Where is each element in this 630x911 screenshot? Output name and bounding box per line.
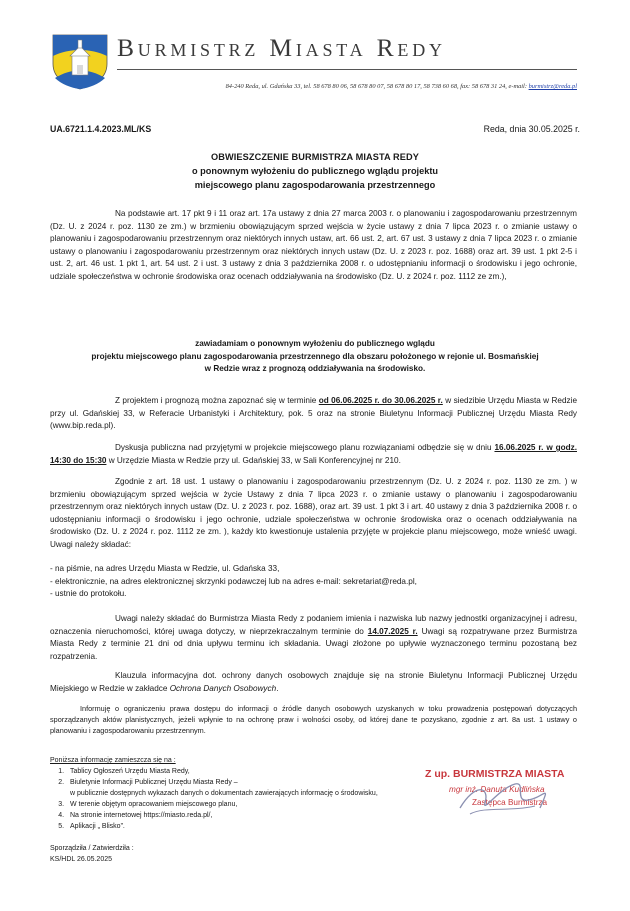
header-divider xyxy=(117,69,577,70)
title-line-2: o ponownym wyłożeniu do publicznego wglądu projektu xyxy=(191,166,439,176)
document-date: Reda, dnia 30.05.2025 r. xyxy=(483,124,580,134)
discussion-when: 16.06.2025 r. w godz. 14:30 do 15:30 xyxy=(50,443,577,465)
clause-italic: Ochrona Danych Osobowych xyxy=(169,683,277,693)
intro-paragraph xyxy=(50,208,577,283)
method-item: - ustnie do protokołu. xyxy=(50,589,127,598)
posting-list xyxy=(50,755,430,832)
exhibition-pre: Z projektem i prognozą można zapoznać się w terminie xyxy=(115,396,319,405)
posting-list-items xyxy=(50,766,430,832)
posting-item: 4. Na stronie internetowej https://miasto.reda.pl/, xyxy=(66,810,430,821)
handwritten-signature xyxy=(440,778,560,823)
title-line-1: OBWIESZCZENIE BURMISTRZA MIASTA REDY xyxy=(211,152,419,162)
clause-paragraph xyxy=(50,670,577,695)
deadline-text xyxy=(50,613,577,663)
posting-item: 5. Aplikacji „ Blisko”. xyxy=(66,821,430,832)
method-item: - na piśmie, na adres Urzędu Miasta w Redzie, ul. Gdańska 33, xyxy=(50,564,280,573)
posting-item-text: Biuletynie Informacji Publicznej Urzędu Miasta Redy – xyxy=(70,779,238,786)
stamp-line-3: Zastępca Burmistrza xyxy=(472,798,548,807)
exhibition-paragraph xyxy=(50,395,577,433)
stamp-line-1: Z up. BURMISTRZA MIASTA xyxy=(425,768,565,780)
declaration-line-3: w Redzie wraz z prognozą oddziaływania na środowisko. xyxy=(204,364,426,373)
discussion-pre: Dyskusja publiczna nad przyjętymi w projekcie miejscowego planu rozwiązaniami odbędzie się w dniu xyxy=(115,443,495,452)
deadline-post: Uwagi są rozpatrywane przez Burmistrza Miasta Redy z terminie 21 dni od dnia upływu terminu ich składania. Uwagi złożone po upływie wyznaczonego terminu pozostaną bez rozpatrzenia. xyxy=(50,626,577,661)
posting-item: 3. W terenie objętym opracowaniem miejscowego planu, xyxy=(66,799,430,810)
method-item: - elektronicznie, na adres elektronicznej skrzynki podawczej lub na adres e-mail: sekretariat@reda.pl, xyxy=(50,576,417,586)
intro-text: Na podstawie art. 17 pkt 9 i 11 oraz art. 17a ustawy z dnia 27 marca 2003 r. o planowaniu i zagospodarowaniu przestrzennym (Dz. U. z 2024 r. poz. 1130 ze zm.) w brzmieniu obowiązującym sprzed wejścia w życie ustawy z dnia 7 lipca 2023 r. o zmianie ustawy o planowaniu i zagospodarowaniu przestrzennym oraz niektórych innych ustaw, art. 66 ust. 2, art. 67 ust. 3 ustawy z dnia 7 lipca 2023 r. o zmianie ustawy o planowaniu i zagospodarowaniu przestrzennym oraz niektórych innych ustaw (Dz. U. z 2023 r. poz. 1688) oraz art. 39 ust. 1 pkt 2-5 i ust. 2, art. 46 ust. 1 pkt 1, art. 54 ust. 2 i ust. 3 ustawy z dnia 3 października 2008 r. o udostępnianiu informacji o środowisku i jego ochronie, udziale społeczeństwa w ochronie środowiska oraz ocenach oddziaływania na środowisko (Dz. U. z 2024 r. poz. 1112 ze zm.), xyxy=(50,209,577,281)
discussion-paragraph xyxy=(50,442,577,467)
header-email-link[interactable]: burmistrz@reda.pl xyxy=(528,83,577,90)
header-address xyxy=(117,83,577,90)
posting-item-sub: w publicznie dostępnych wykazach danych o dokumentach zawierających informację o środowisku, xyxy=(70,790,378,797)
header-title xyxy=(117,33,446,63)
info-paragraph xyxy=(50,703,577,736)
title-line-3: miejscowego planu zagospodarowania przestrzennego xyxy=(194,180,436,190)
exhibition-text xyxy=(50,395,577,433)
declaration xyxy=(70,338,560,376)
deadline-paragraph xyxy=(50,613,577,663)
case-signature: UA.6721.1.4.2023.ML/KS xyxy=(50,124,152,134)
submission-methods xyxy=(50,563,577,601)
document-title xyxy=(60,150,570,192)
exhibition-post: w siedzibie Urzędu Miasta w Redzie przy ul. Gdańskiej 33, w Referacie Urbanistyki i Architektury, pok. 5 oraz na stronie Biuletynu Informacji Publicznej Urzędu Miasta Redy (www.bip.reda.pl). xyxy=(50,396,577,430)
remarks-text: Zgodnie z art. 18 ust. 1 ustawy o planowaniu i zagospodarowaniu przestrzennym (Dz. U. z 2024 r. poz. 1130 ze zm. ) w brzmieniu obowiązującym sprzed wejścia w życie Ustawy z dnia 7 lipca 2023 r. o zmianie ustawy o planowaniu i zagospodarowaniu przestrzennym oraz niektórych innych ustaw (Dz. U. z 2023 r. poz. 1688), oraz art. 39 ust. 1 pkt 3 i art. 40 ustawy z dnia 3 października 2008 r. o udostępnianiu informacji o środowisku i jego ochronie, udziale społeczeństwa w ochronie środowiska oraz o ocenach oddziaływania na środowisko (Dz. U. z 2024 r. poz. 1112 ze zm. ), każdy kto kwestionuje ustalenia przyjęte w projekcie planu miejscowego, może wnieść uwagi. Uwagi należy składać: xyxy=(50,477,577,549)
exhibition-dates: od 06.06.2025 r. do 30.06.2025 r. xyxy=(318,396,443,405)
prepared-by xyxy=(50,843,134,865)
posting-list-header: Poniższa informację zamieszcza się na : xyxy=(50,757,176,764)
clause-post: . xyxy=(276,683,279,693)
prepared-value: KS/HDL 26.05.2025 xyxy=(50,856,113,863)
town-crest-logo xyxy=(51,34,109,90)
remarks-paragraph xyxy=(50,476,577,551)
header-address-text: 84-240 Reda, ul. Gdańska 33, tel. 58 678 80 06, 58 678 80 07, 58 678 80 17, 58 738 60 68, fax: 58 678 31 24, e-mail: xyxy=(225,83,529,90)
stamp-line-2: mgr inż. Danuta Kudlińska xyxy=(449,785,545,794)
discussion-text xyxy=(50,442,577,467)
discussion-post: w Urzędzie Miasta w Redzie przy ul. Gdańskiej 33, w Sali Konferencyjnej nr 210. xyxy=(106,455,401,465)
header-title-text: Burmistrz Miasta Redy xyxy=(117,33,446,62)
declaration-line-2: projektu miejscowego planu zagospodarowania przestrzennego dla obszaru położonego w rejonie ul. Bosmańskiej xyxy=(91,351,539,361)
clause-pre: Klauzula informacyjna dot. ochrony danych osobowych znajduje się na stronie Biuletynu Informacji Publicznej Urzędu Miejskiego w Redzie w zakładce xyxy=(50,671,577,693)
prepared-label: Sporządziła / Zatwierdziła : xyxy=(50,845,134,852)
posting-item xyxy=(66,777,430,799)
deadline-pre: Uwagi należy składać do Burmistrza Miasta Redy z podaniem imienia i nazwiska lub nazwy jednostki organizacyjnej i adresu, oznaczenia nieruchomości, której uwaga dotyczy, w nieprzekraczalnym terminie do xyxy=(50,614,577,636)
info-text: Informuję o ograniczeniu prawa dostępu do informacji o źródle danych osobowych uzyskanych w toku prowadzenia postępowań dotyczących sporządzanych aktów planistycznych, jeżeli wpłynie to na ochronę praw i wolności osoby, od której dane te pozyskano, zgodnie z art. 8a ust. 1 ustawy o planowaniu i zagospodarowaniu przestrzennym. xyxy=(50,704,577,735)
posting-item: 1. Tablicy Ogłoszeń Urzędu Miasta Redy, xyxy=(66,766,430,777)
declaration-line-1: zawiadamiam o ponownym wyłożeniu do publicznego wglądu xyxy=(195,339,435,348)
clause-text xyxy=(50,670,577,695)
deadline-date: 14.07.2025 r. xyxy=(367,626,418,636)
